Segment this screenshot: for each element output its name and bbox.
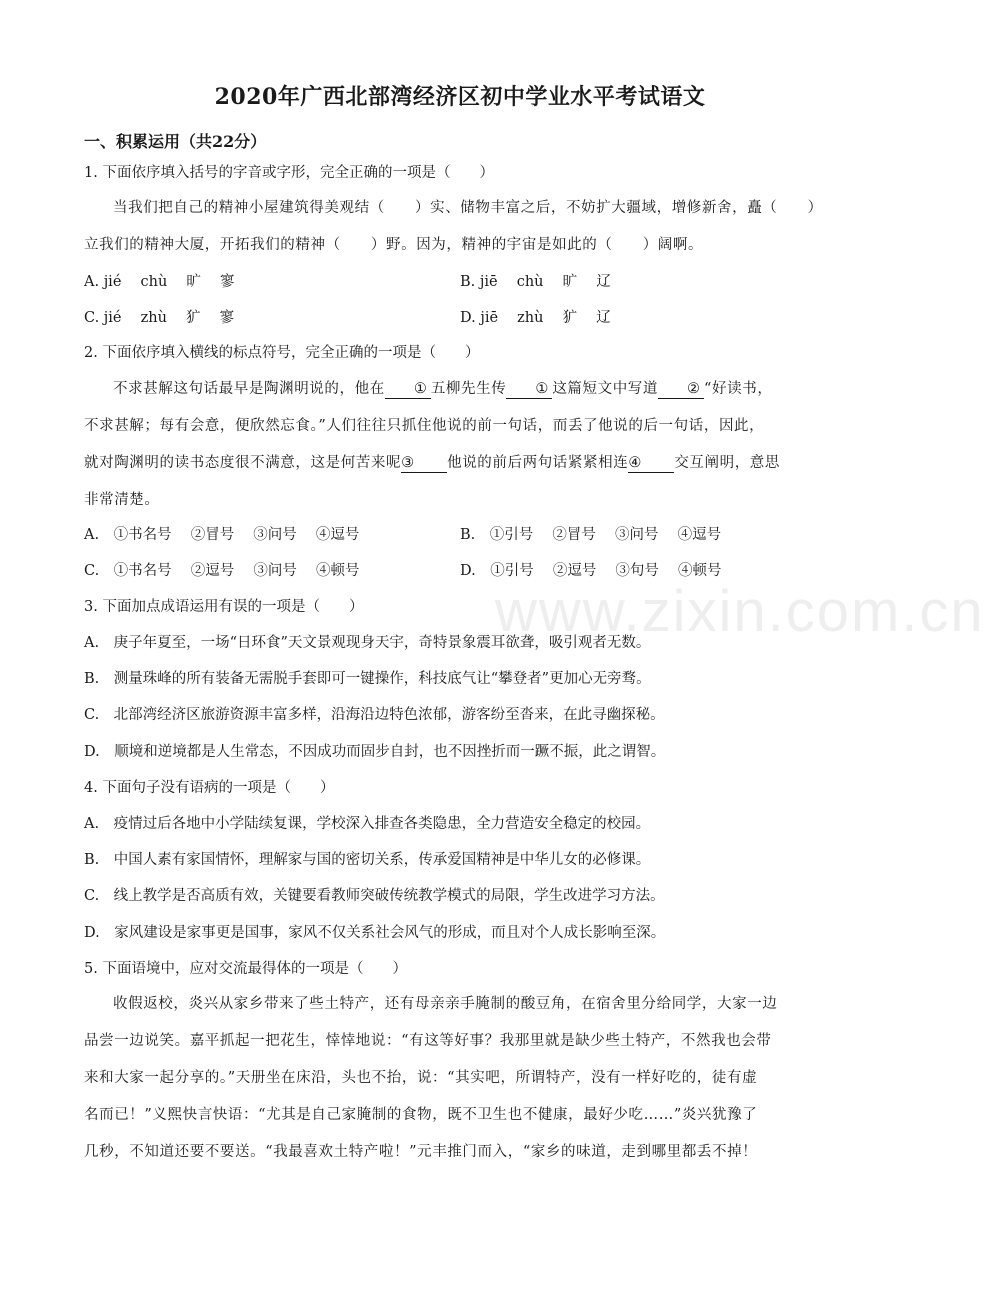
q2-passage-line bbox=[84, 371, 844, 408]
q1-option-a: A. jié chù 旷 寥 bbox=[84, 274, 235, 290]
q2-option-b: B. ①引号 ②冒号 ③问号 ④逗号 bbox=[460, 527, 722, 543]
q3-option-a: A. 庚子年夏至，一场“日环食”天文景观现身天宇，奇特景象震耳欲聋，吸引观者无数。 bbox=[84, 635, 651, 651]
q2-blank-4: ③ bbox=[401, 454, 447, 473]
q3-stem: 3. 下面加点成语运用有误的一项是（ ） bbox=[84, 599, 364, 615]
q2-option-c: C. ①书名号 ②逗号 ③问号 ④顿号 bbox=[84, 563, 360, 579]
q2-blank-2: ① bbox=[506, 380, 552, 399]
q1-option-d: D. jiē zhù 犷 辽 bbox=[460, 310, 611, 326]
q2-passage-line: 不求甚解；每有会意，便欣然忘食。”人们往往只抓住他说的前一句话，而丢了他说的后一句话，因此， bbox=[84, 418, 765, 434]
q2-stem: 2. 下面依序填入横线的标点符号，完全正确的一项是（ ） bbox=[84, 345, 480, 361]
page-title: 2020年广西北部湾经济区初中学业水平考试语文 bbox=[214, 84, 706, 110]
q5-passage bbox=[84, 986, 844, 1171]
q2-text: 不求甚解这句话最早是陶渊明说的，他在 bbox=[113, 381, 385, 397]
q2-blank-3: ② bbox=[658, 380, 704, 399]
q2-text: 他说的前后两句话紧紧相连 bbox=[447, 455, 629, 471]
q2-text: 就对陶渊明的读书态度很不满意，这是何苦来呢 bbox=[84, 455, 402, 471]
q4-option-a: A. 疫情过后各地中小学陆续复课，学校深入排查各类隐患，全力营造安全稳定的校园。 bbox=[84, 816, 651, 832]
q5-passage-line: 收假返校，炎兴从家乡带来了些土特产，还有母亲亲手腌制的酸豆角，在宿舍里分给同学，大家一边 bbox=[113, 996, 778, 1012]
q5-passage-line: 名而已！”义熙快言快语：“尤其是自己家腌制的食物，既不卫生也不健康，最好少吃……”炎兴犹豫了 bbox=[84, 1107, 758, 1123]
q2-option-a: A. ①书名号 ②冒号 ③问号 ④逗号 bbox=[84, 527, 360, 543]
section-heading: 一、积累运用（共22分） bbox=[84, 132, 267, 151]
q1-passage-line: 当我们把自己的精神小屋建筑得美观结（ ）实、储物丰富之后，不妨扩大疆域，增修新舍，矗（ ） bbox=[113, 200, 823, 216]
q1-stem: 1. 下面依序填入括号的字音或字形，完全正确的一项是（ ） bbox=[84, 165, 494, 181]
q5-stem: 5. 下面语境中，应对交流最得体的一项是（ ） bbox=[84, 961, 407, 977]
q4-option-c: C. 线上教学是否高质有效，关键要看教师突破传统教学模式的局限，学生改进学习方法。 bbox=[84, 888, 665, 904]
q2-text: 这篇短文中写道 bbox=[552, 381, 659, 397]
q3-option-b: B. 测量珠峰的所有装备无需脱手套即可一键操作，科技底气让“攀登者”更加心无旁骛。 bbox=[84, 671, 651, 687]
q2-passage-line: 非常清楚。 bbox=[84, 492, 160, 508]
q2-text: 交互阐明，意思 bbox=[674, 455, 781, 471]
q2-passage bbox=[84, 371, 844, 519]
q2-passage-line bbox=[84, 445, 844, 482]
q3-option-c: C. 北部湾经济区旅游资源丰富多样，沿海沿边特色浓郁，游客纷至沓来，在此寻幽探秘。 bbox=[84, 707, 665, 723]
q4-option-b: B. 中国人素有家国情怀，理解家与国的密切关系，传承爱国精神是中华儿女的必修课。 bbox=[84, 852, 651, 868]
q4-stem: 4. 下面句子没有语病的一项是（ ） bbox=[84, 780, 335, 796]
q2-option-d: D. ①引号 ②逗号 ③句号 ④顿号 bbox=[460, 563, 722, 579]
watermark: www.zixin.com.cn bbox=[495, 579, 985, 644]
q2-blank-1: ① bbox=[385, 380, 431, 399]
q3-option-d: D. 顺境和逆境都是人生常态，不因成功而固步自封，也不因挫折而一蹶不振，此之谓智。 bbox=[84, 744, 666, 760]
q2-text: “好读书， bbox=[704, 381, 773, 397]
q5-passage-line: 品尝一边说笑。嘉平抓起一把花生，悻悻地说：“有这等好事？我那里就是缺少些土特产，不然我也会带 bbox=[84, 1033, 772, 1049]
q5-passage-line: 来和大家一起分享的。”天册坐在床沿，头也不抬，说：“其实吧，所谓特产，没有一样好吃的，徒有虚 bbox=[84, 1070, 758, 1086]
q4-option-d: D. 家风建设是家事更是国事，家风不仅关系社会风气的形成，而且对个人成长影响至深。 bbox=[84, 925, 666, 941]
q1-option-b: B. jiē chù 旷 辽 bbox=[460, 274, 611, 290]
q1-passage-line: 立我们的精神大厦，开拓我们的精神（ ）野。因为，精神的宇宙是如此的（ ）阔啊。 bbox=[84, 237, 704, 253]
q5-passage-line: 几秒，不知道还要不要送。“我最喜欢土特产啦！”元丰推门而入，“家乡的味道，走到哪里都丢不掉！ bbox=[84, 1144, 758, 1160]
q2-text: 五柳先生传 bbox=[430, 381, 507, 397]
q2-blank-5: ④ bbox=[628, 454, 674, 473]
q1-option-c: C. jié zhù 犷 寥 bbox=[84, 310, 235, 326]
q1-passage bbox=[84, 190, 844, 264]
